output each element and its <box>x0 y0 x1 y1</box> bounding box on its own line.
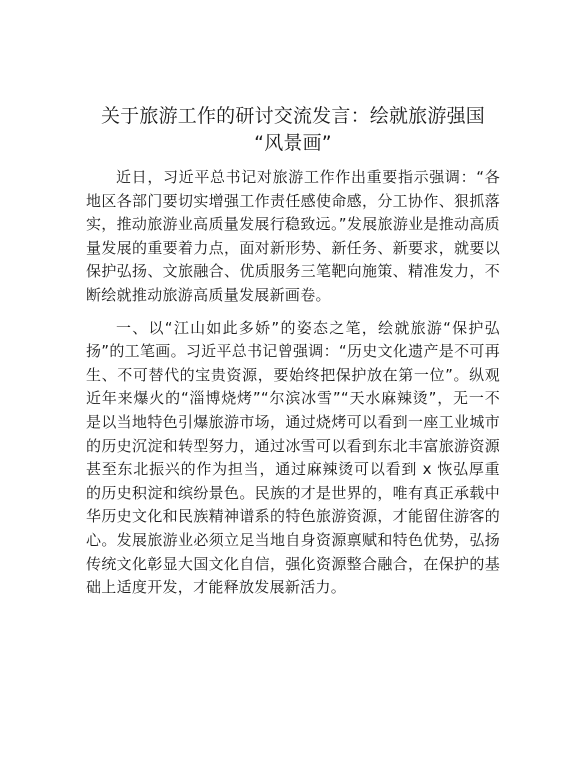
document-body <box>86 166 500 609</box>
title-line-2: “风景画” <box>254 132 332 154</box>
paragraph-section-1: 一、以“江山如此多娇”的姿态之笔，绘就旅游“保护弘扬”的工笔画。习近平总书记曾强调：“历史文化遗产是不可再生、不可替代的宝贵资源，要始终把保护放在第一位”。纵观近年来爆火的“淄博烧烤”“尔滨冰雪”“天水麻辣烫”，无一不是以当地特色引爆旅游市场，通过烧烤可以看到一座工业城市的历史沉淀和转型努力，通过冰雪可以看到东北丰富旅游资源甚至东北振兴的作为担当，通过麻辣烫可以看到 x 恢弘厚重的历史积淀和缤纷景色。民族的才是世界的，唯有真正承载中华历史文化和民族精神谱系的特色旅游资源，才能留住游客的心。发展旅游业必须立足当地自身资源禀赋和特色优势，弘扬传统文化彰显大国文化自信，强化资源整合融合，在保护的基础上适度开发，才能释放发展新活力。 <box>86 318 500 597</box>
title-line-1: 关于旅游工作的研讨交流发言：绘就旅游强国 <box>100 105 485 127</box>
document-title <box>70 103 516 157</box>
paragraph-intro: 近日，习近平总书记对旅游工作作出重要指示强调：“各地区各部门要切实增强工作责任感使命感，分工协作、狠抓落实，推动旅游业高质量发展行稳致远。”发展旅游业是推动高质量发展的重要着力点，面对新形势、新任务、新要求，就要以保护弘扬、文旅融合、优质服务三笔靶向施策、精准发力，不断绘就推动旅游高质量发展新画卷。 <box>86 168 500 304</box>
